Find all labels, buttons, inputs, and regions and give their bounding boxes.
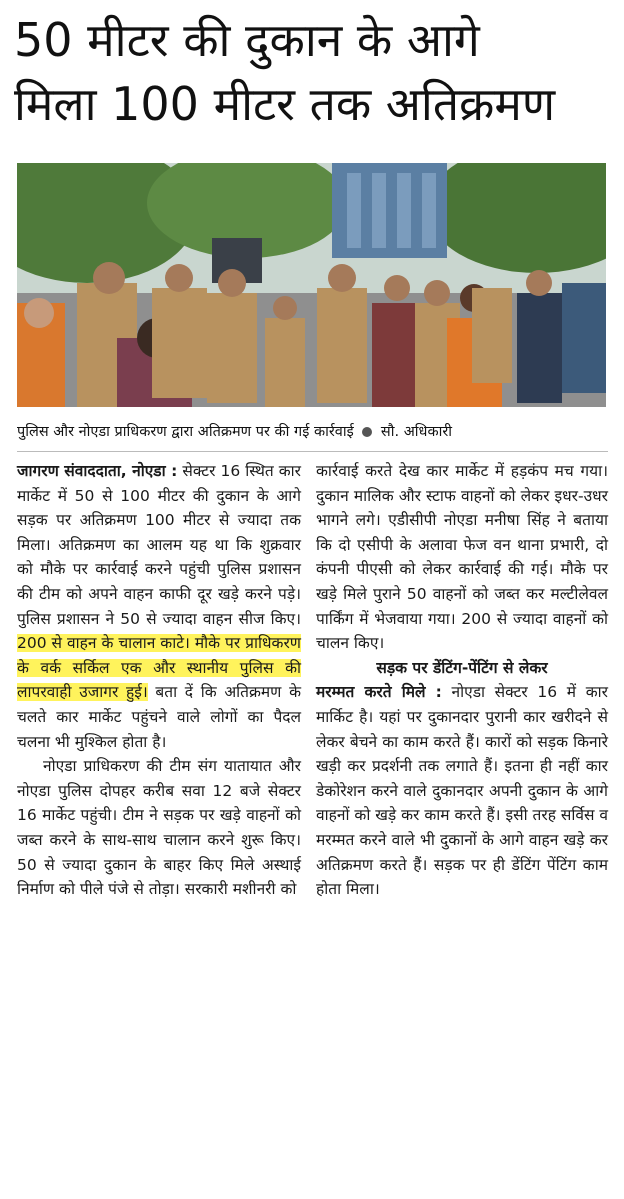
- bullet-icon: [362, 427, 372, 437]
- caption-text: पुलिस और नोएडा प्राधिकरण द्वारा अतिक्रमण पर की गई कार्रवाई: [17, 424, 354, 440]
- article-column-1: [17, 459, 301, 902]
- byline: जागरण संवाददाता, नोएडा :: [17, 462, 178, 480]
- article-column-2: [316, 459, 608, 902]
- highlighted-text: 200 से वाहन के चालान काटे। मौके पर प्राधिकरण के वर्क सर्किल एक और स्थानीय पुलिस की लापरवाही उजागर हुई।: [17, 634, 301, 702]
- paragraph-1-text-a: सेक्टर 16 स्थित कार मार्केट में 50 से 100 मीटर की दुकान के आगे सड़क पर अतिक्रमण 100 मीटर से ज्यादा तक मिला। अतिक्रमण का आलम यह था कि शुक्रवार को मौके पर कार्रवाई करने पहुंची पुलिस प्रशासन की टीम को अपने वाहन काफी दूर खड़े करने पड़े। पुलिस प्रशासन ने 50 से ज्यादा वाहन सीज किए।: [17, 462, 301, 628]
- photo-caption: [17, 421, 609, 443]
- paragraph-3: कार्रवाई करते देख कार मार्केट में हड़कंप मच गया। दुकान मालिक और स्टाफ वाहनों को लेकर इधर-उधर भागने लगे। एडीसीपी नोएडा मनीषा सिंह ने बताया कि दो एसीपी के अलावा फेज वन थाना प्रभारी, दो कंपनी पीएसी को लेकर कार्रवाई की गई। मौके पर खड़े मिले पुराने 50 वाहनों को जब्त कर मल्टीलेवल पार्किंग में भेजवाया गया। 200 से ज्यादा वाहनों को चालन किए।: [316, 462, 608, 653]
- paragraph-1-text-b: बता दें कि अतिक्रमण के चलते कार मार्केट पहुंचने वाले लोगों का पैदल चलना भी मुश्किल होता है।: [17, 683, 301, 751]
- crowd-photo-illustration: [17, 163, 606, 407]
- headline: [14, 8, 614, 136]
- news-photo: [17, 163, 606, 407]
- paragraph-4-text: नोएडा सेक्टर 16 में कार मार्किट है। यहां पर दुकानदार पुरानी कार खरीदने से लेकर बेचने का काम करते हैं। कारों को सड़क किनारे खड़ी कर प्रदर्शनी तक लगाते हैं। इतना ही नहीं कार डेकोरेशन करने वाले दुकानदार अपनी दुकान के आगे वाहनों को खड़े कर काम करते हैं। इसी तरह सर्विस व मरम्मत करने वाले भी दुकानों के आगे वाहन खड़े कर अतिक्रमण करते हैं। सड़क पर ही डेंटिंग पेंटिंग काम होता मिला।: [316, 683, 608, 899]
- caption-divider: [17, 451, 608, 452]
- paragraph-1: [17, 459, 301, 754]
- headline-line-2: मिला 100 मीटर तक अतिक्रमण: [14, 77, 556, 131]
- paragraph-2: नोएडा प्राधिकरण की टीम संग यातायात और नोएडा पुलिस दोपहर करीब सवा 12 बजे सेक्टर 16 मार्केट पहुंची। टीम ने सड़क पर खड़े वाहनों को जब्त करने के साथ-साथ चालान करने शुरू किए। 50 से ज्यादा दुकान के बाहर किए मिले अस्थाई निर्माण को पीले पंजे से तोड़ा। सरकारी मशीनरी को: [17, 757, 301, 899]
- caption-credit: सौ. अधिकारी: [380, 424, 453, 440]
- subheading-line-2: मरम्मत करते मिले :: [316, 683, 442, 702]
- headline-line-1: 50 मीटर की दुकान के आगे: [14, 13, 480, 67]
- subheading-line-1: सड़क पर डेंटिंग-पेंटिंग से लेकर: [376, 658, 548, 677]
- paragraph-4: [316, 656, 608, 902]
